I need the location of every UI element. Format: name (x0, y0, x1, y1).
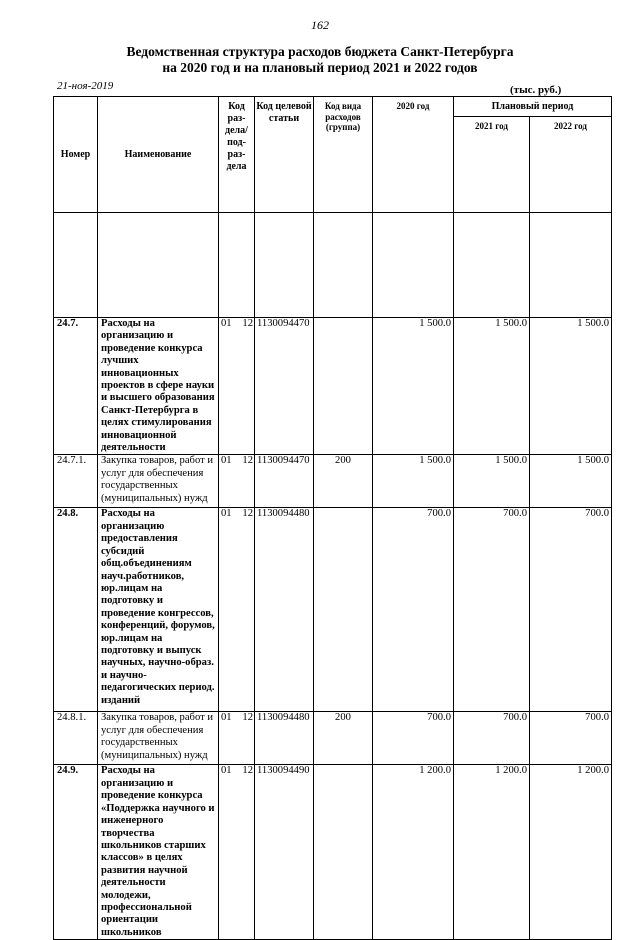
row-number: 24.8.1. (54, 712, 98, 765)
row-2022: 700.0 (530, 508, 612, 712)
title-line-1: Ведомственная структура расходов бюджета Санкт-Петербурга (126, 44, 514, 59)
units-label: (тыс. руб.) (510, 84, 562, 96)
row-2021: 700.0 (454, 712, 530, 765)
row-vr: 200 (314, 712, 373, 765)
row-2020: 1 500.0 (373, 455, 454, 508)
row-name: Расходы на организацию предоставления субсидий общ.объединениям науч.работников, юр.лицам на подготовку и проведение конгрессов, конференций, форумов, юр.лицам на подготовку и выпуск научных, научно-образ. и научно-педагогических период. изданий (98, 508, 219, 712)
row-2022: 1 500.0 (530, 455, 612, 508)
row-name: Расходы на организацию и проведение конкурса лучших инновационных проектов в сфере науки и высшего образования Санкт-Петербурга в целях стимулирования инновационной деятельности (98, 318, 219, 455)
blank-row (54, 213, 612, 318)
header-vr: Код вида расходов (группа) (314, 97, 373, 213)
row-name: Закупка товаров, работ и услуг для обеспечения государственных (муниципальных) нужд (98, 455, 219, 508)
title-line-2: на 2020 год и на плановый период 2021 и 2022 годов (162, 60, 478, 75)
header-2022: 2022 год (530, 117, 612, 213)
row-2022: 700.0 (530, 712, 612, 765)
table-row (54, 712, 612, 765)
row-2022: 1 200.0 (530, 765, 612, 940)
row-csr: 1130094470 (255, 318, 314, 455)
row-number: 24.7. (54, 318, 98, 455)
row-vr (314, 765, 373, 940)
row-number: 24.9. (54, 765, 98, 940)
row-number: 24.7.1. (54, 455, 98, 508)
row-name: Расходы на организацию и проведение конкурса «Поддержка научного и инженерного творчества школьников старших классов» в целях развития научной деятельности молодежи, профессиональной ориентации школьников (98, 765, 219, 940)
row-vr: 200 (314, 455, 373, 508)
row-razdel: 01 12 (219, 318, 255, 455)
header-name: Наименование (98, 97, 219, 213)
header-2021: 2021 год (454, 117, 530, 213)
row-name: Закупка товаров, работ и услуг для обеспечения государственных (муниципальных) нужд (98, 712, 219, 765)
budget-table (53, 96, 612, 940)
header-csr: Код целевой статьи (255, 97, 314, 213)
row-2021: 1 500.0 (454, 455, 530, 508)
row-2021: 1 200.0 (454, 765, 530, 940)
header-2020: 2020 год (373, 97, 454, 213)
header-number: Номер (54, 97, 98, 213)
table-row (54, 508, 612, 712)
table-row (54, 318, 612, 455)
row-vr (314, 318, 373, 455)
document-date: 21-ноя-2019 (57, 80, 114, 92)
header-razdel: Код раз-дела/ под-раз-дела (219, 97, 255, 213)
row-2020: 700.0 (373, 508, 454, 712)
header-plan-period: Плановый период (454, 97, 612, 117)
table-row (54, 765, 612, 940)
row-razdel: 01 12 (219, 455, 255, 508)
row-csr: 1130094480 (255, 712, 314, 765)
row-2021: 700.0 (454, 508, 530, 712)
row-2020: 1 500.0 (373, 318, 454, 455)
row-2020: 1 200.0 (373, 765, 454, 940)
row-razdel: 01 12 (219, 765, 255, 940)
row-csr: 1130094480 (255, 508, 314, 712)
row-number: 24.8. (54, 508, 98, 712)
row-razdel: 01 12 (219, 508, 255, 712)
page-number: 162 (311, 18, 329, 32)
row-2021: 1 500.0 (454, 318, 530, 455)
row-csr: 1130094470 (255, 455, 314, 508)
row-2020: 700.0 (373, 712, 454, 765)
table-row (54, 455, 612, 508)
document-title (0, 44, 640, 76)
row-csr: 1130094490 (255, 765, 314, 940)
row-2022: 1 500.0 (530, 318, 612, 455)
row-vr (314, 508, 373, 712)
row-razdel: 01 12 (219, 712, 255, 765)
